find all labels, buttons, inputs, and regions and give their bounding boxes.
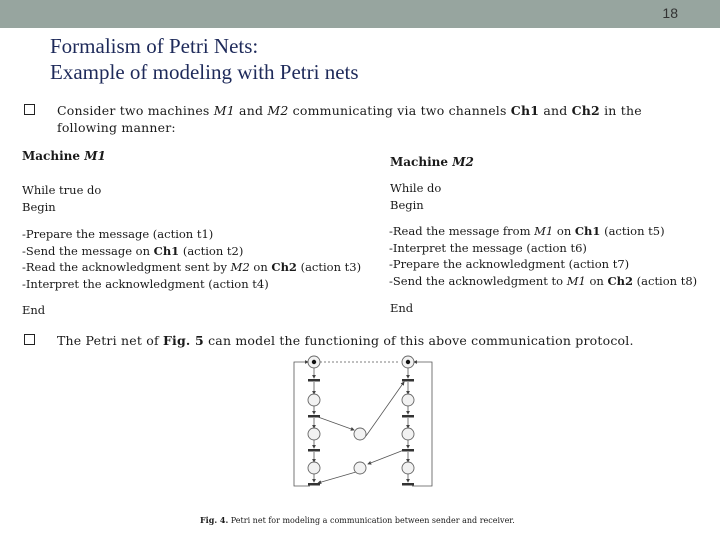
top-banner	[0, 0, 720, 28]
machine1-actions: -Prepare the message (action t1) -Send the message on Ch1 (action t2) -Read the acknowledgment sent by M2 on Ch2 (action t3) -Interpret the acknowledgment (action t4)	[22, 227, 362, 291]
figure-caption: Fig. 4. Petri net for modeling a communication between sender and receiver.	[200, 515, 515, 525]
machine2-actions: -Read the message from M1 on Ch1 (action t5) -Interpret the message (action t6) -Prepare the acknowledgment (action t7) -Send the acknowledgment to M1 on Ch2 (action t8)	[389, 224, 698, 288]
intro-paragraph: Consider two machines M1 and M2 communicating via two channels Ch1 and Ch2 in the following manner:	[57, 103, 642, 135]
slide-title	[50, 33, 359, 85]
page-number: 18	[662, 5, 678, 21]
bullet-square-icon-2	[24, 334, 35, 345]
machine1-end: End	[22, 303, 46, 317]
title-line-2: Example of modeling with Petri nets	[50, 60, 359, 84]
conclusion-paragraph: The Petri net of Fig. 5 can model the functioning of this above communication protocol.	[57, 333, 634, 348]
machine2-end: End	[390, 301, 414, 315]
machine2-header-lines: While do Begin	[390, 181, 442, 212]
title-line-1: Formalism of Petri Nets:	[50, 34, 259, 58]
bullet-square-icon	[24, 104, 35, 115]
machine1-heading: Machine M1	[22, 149, 106, 163]
machine1-header-lines: While true do Begin	[22, 183, 102, 214]
petri-net-diagram	[280, 352, 450, 504]
machine2-heading: Machine M2	[390, 155, 474, 169]
